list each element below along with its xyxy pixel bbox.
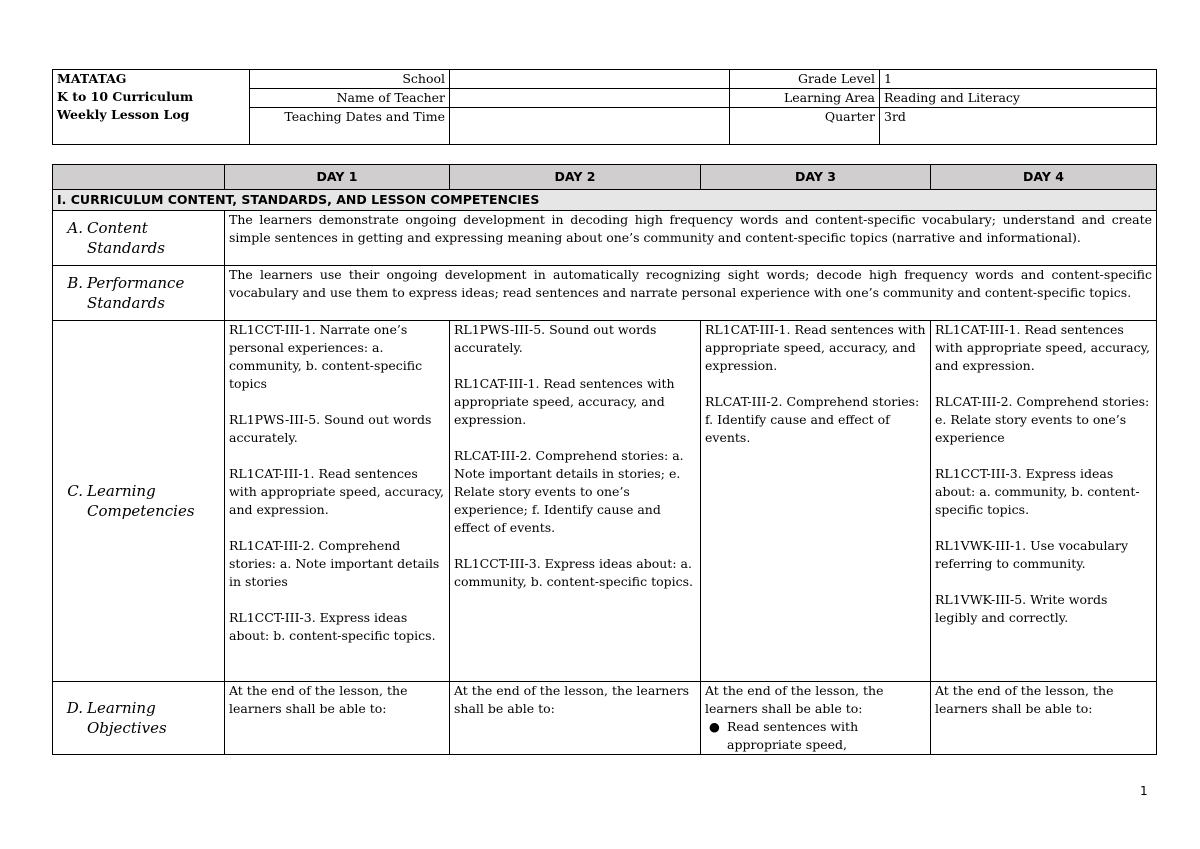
logo-line-3: Weekly Lesson Log [57, 107, 190, 122]
content-standards-text: The learners demonstrate ongoing development in decoding high frequency words and content-specific vocabulary; understand and create simple sentences in getting and expressing meaning about one’s community and content-specific topics (narrative and informational). [225, 211, 1157, 266]
section-heading: I. CURRICULUM CONTENT, STANDARDS, AND LESSON COMPETENCIES [53, 190, 1157, 211]
grade-level-label: Grade Level [730, 70, 880, 89]
content-standards-label [53, 211, 225, 266]
competency-item: RLCAT-III-2. Comprehend stories: f. Identify cause and effect of events. [705, 394, 920, 445]
day-4-header: DAY 4 [931, 165, 1157, 190]
competency-item: RL1PWS-III-5. Sound out words accurately. [229, 412, 432, 445]
learning-objectives-label-line1: Learning [87, 699, 156, 717]
learning-area-value[interactable]: Reading and Literacy [880, 89, 1157, 108]
content-standards-label-line2: Standards [87, 239, 165, 257]
day-1-header: DAY 1 [225, 165, 450, 190]
teaching-dates-value[interactable] [450, 108, 730, 145]
day-2-competencies [450, 321, 701, 682]
performance-standards-label [53, 266, 225, 321]
day-3-competencies [701, 321, 931, 682]
performance-standards-label-line1: Performance [87, 274, 185, 292]
learning-competencies-label-line1: Learning [87, 482, 156, 500]
day-2-header: DAY 2 [450, 165, 701, 190]
teacher-label: Name of Teacher [250, 89, 450, 108]
logo-line-1: MATATAG [57, 71, 127, 86]
day-3-header: DAY 3 [701, 165, 931, 190]
row-letter-c: C. [67, 482, 83, 500]
teaching-dates-label: Teaching Dates and Time [250, 108, 450, 145]
competency-item: RLCAT-III-2. Comprehend stories: a. Note important details in stories; e. Relate story events to one’s experience; f. Identify cause and effect of events. [454, 448, 684, 535]
learning-area-label: Learning Area [730, 89, 880, 108]
competency-item: RL1CAT-III-1. Read sentences with appropriate speed, accuracy, and expression. [935, 322, 1150, 373]
competency-item: RL1CAT-III-1. Read sentences with appropriate speed, accuracy, and expression. [229, 466, 444, 517]
row-letter-b: B. [67, 274, 83, 292]
day-4-objectives: At the end of the lesson, the learners shall be able to: [931, 682, 1157, 755]
competency-item: RL1CCT-III-3. Express ideas about: a. community, b. content-specific topics. [454, 556, 694, 589]
page-number: 1 [1140, 784, 1148, 798]
day-4-competencies [931, 321, 1157, 682]
objective-bullet-item [705, 718, 926, 754]
objective-bullet-text: Read sentences with appropriate speed, [727, 719, 859, 752]
competency-item: RL1CCT-III-3. Express ideas about: b. content-specific topics. [229, 610, 436, 643]
school-value[interactable] [450, 70, 730, 89]
row-letter-d: D. [66, 699, 83, 717]
corner-cell [53, 165, 225, 190]
competency-item: RL1VWK-III-1. Use vocabulary referring to community. [935, 538, 1129, 571]
competency-item: RLCAT-III-2. Comprehend stories: e. Relate story events to one’s experience [935, 394, 1150, 445]
competency-item: RL1CAT-III-2. Comprehend stories: a. Note important details in stories [229, 538, 440, 589]
school-label: School [250, 70, 450, 89]
content-standards-label-line1: Content [87, 219, 148, 237]
competency-item: RL1CCT-III-3. Express ideas about: a. community, b. content-specific topics. [935, 466, 1140, 517]
curriculum-title [53, 70, 250, 145]
bullet-icon: ● [709, 719, 720, 734]
grade-level-value[interactable]: 1 [880, 70, 1157, 89]
learning-objectives-label [53, 682, 225, 755]
learning-competencies-label-line2: Competencies [87, 502, 195, 520]
quarter-label: Quarter [730, 108, 880, 145]
performance-standards-text: The learners use their ongoing development in automatically recognizing sight words; decode high frequency words and content-specific vocabulary and use them to express ideas; read sentences and narrate personal experience with one’s community and content-specific topics. [225, 266, 1157, 321]
competency-item: RL1CAT-III-1. Read sentences with appropriate speed, accuracy, and expression. [454, 376, 675, 427]
competency-item: RL1VWK-III-5. Write words legibly and correctly. [935, 592, 1108, 625]
lesson-log-table [52, 164, 1157, 755]
competency-item: RL1CAT-III-1. Read sentences with appropriate speed, accuracy, and expression. [705, 322, 926, 373]
logo-line-2: K to 10 Curriculum [57, 89, 194, 104]
day-3-objectives-intro: At the end of the lesson, the learners shall be able to: [705, 683, 884, 716]
row-letter-a: A. [67, 219, 83, 237]
quarter-value[interactable]: 3rd [880, 108, 1157, 145]
day-3-objectives [701, 682, 931, 755]
teacher-value[interactable] [450, 89, 730, 108]
learning-competencies-label [53, 321, 225, 682]
performance-standards-label-line2: Standards [87, 294, 165, 312]
learning-objectives-label-line2: Objectives [87, 719, 167, 737]
competency-item: RL1CCT-III-1. Narrate one’s personal experiences: a. community, b. content-specific topics [229, 322, 423, 391]
header-table [52, 69, 1157, 145]
day-1-objectives: At the end of the lesson, the learners shall be able to: [225, 682, 450, 755]
day-2-objectives: At the end of the lesson, the learners shall be able to: [450, 682, 701, 755]
competency-item: RL1PWS-III-5. Sound out words accurately. [454, 322, 657, 355]
day-1-competencies [225, 321, 450, 682]
